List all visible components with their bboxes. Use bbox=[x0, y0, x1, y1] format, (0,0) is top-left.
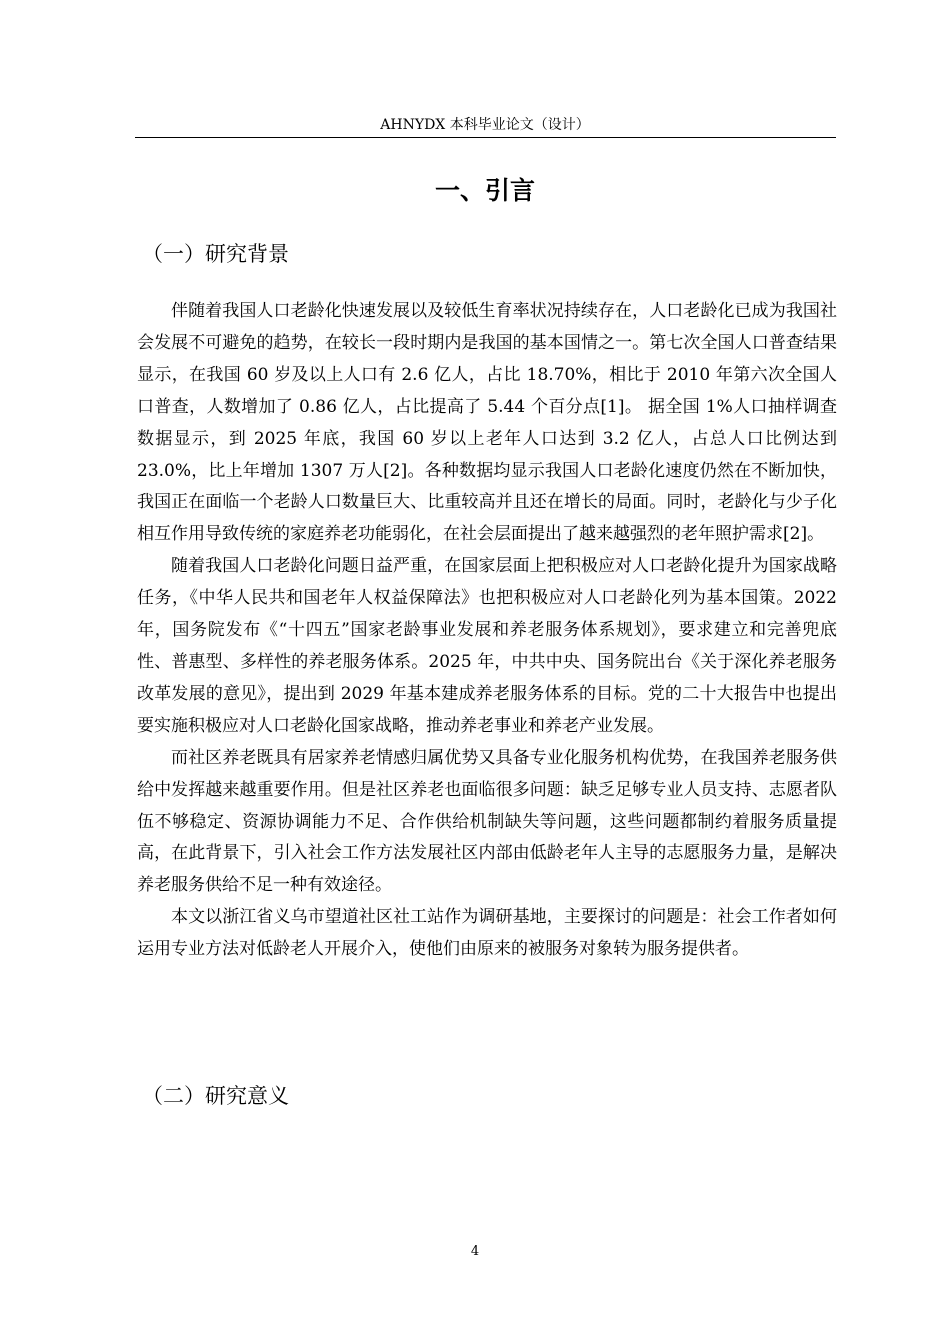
section-heading-research-significance: （二）研究意义 bbox=[142, 1084, 289, 1108]
paragraph: 本文以浙江省义乌市望道社区社工站作为调研基地，主要探讨的问题是：社会工作者如何运用专业方法对低龄老人开展介入，使他们由原来的被服务对象转为服务提供者。 bbox=[137, 907, 837, 960]
paragraph: 伴随着我国人口老龄化快速发展以及较低生育率状况持续存在，人口老龄化已成为我国社会发展不可避免的趋势，在较长一段时期内是我国的基本国情之一。第七次全国人口普查结果显示，在我国 60 岁及以上人口有 2.6 亿人，占比 18.70%，相比于 2010 年第六次全国人口普查，人数增加了 0.86 亿人，占比提高了 5.44 个百分点[1]。 据全国 1%人口抽样调查数据显示，到 2025 年底，我国 60 岁以上老年人口达到 3.2 亿人，占总人口比例达到 23.0%，比上年增加 1307 万人[2]。各种数据均显示我国人口老龄化速度仍然在不断加快，我国正在面临一个老龄人口数量巨大、比重较高并且还在增长的局面。同时，老龄化与少子化相互作用导致传统的家庭养老功能弱化，在社会层面提出了越来越强烈的老年照护需求[2]。 bbox=[137, 301, 837, 545]
running-header: AHNYDX 本科毕业论文（设计） bbox=[380, 117, 590, 133]
paragraph: 而社区养老既具有居家养老情感归属优势又具备专业化服务机构优势，在我国养老服务供给中发挥越来越重要作用。但是社区养老也面临很多问题：缺乏足够专业人员支持、志愿者队伍不够稳定、资源协调能力不足、合作供给机制缺失等问题，这些问题都制约着服务质量提高，在此背景下，引入社会工作方法发展社区内部由低龄老年人主导的志愿服务力量，是解决养老服务供给不足一种有效途径。 bbox=[137, 747, 837, 896]
page-number: 4 bbox=[470, 1244, 480, 1259]
header-rule bbox=[135, 137, 836, 138]
section-body-research-background bbox=[137, 296, 837, 966]
paragraph: 随着我国人口老龄化问题日益严重，在国家层面上把积极应对人口老龄化提升为国家战略任务，《中华人民共和国老年人权益保障法》也把积极应对人口老龄化列为基本国策。2022 年，国务院发布《“十四五”国家老龄事业发展和养老服务体系规划》，要求建立和完善兜底性、普惠型、多样性的养老服务体系。2025 年，中共中央、国务院出台《关于深化养老服务改革发展的意见》，提出到 2029 年基本建成养老服务体系的目标。党的二十大报告中也提出要实施积极应对人口老龄化国家战略，推动养老事业和养老产业发展。 bbox=[137, 556, 837, 736]
chapter-title: 一、引言 bbox=[434, 176, 535, 205]
section-heading-research-background: （一）研究背景 bbox=[142, 242, 289, 266]
